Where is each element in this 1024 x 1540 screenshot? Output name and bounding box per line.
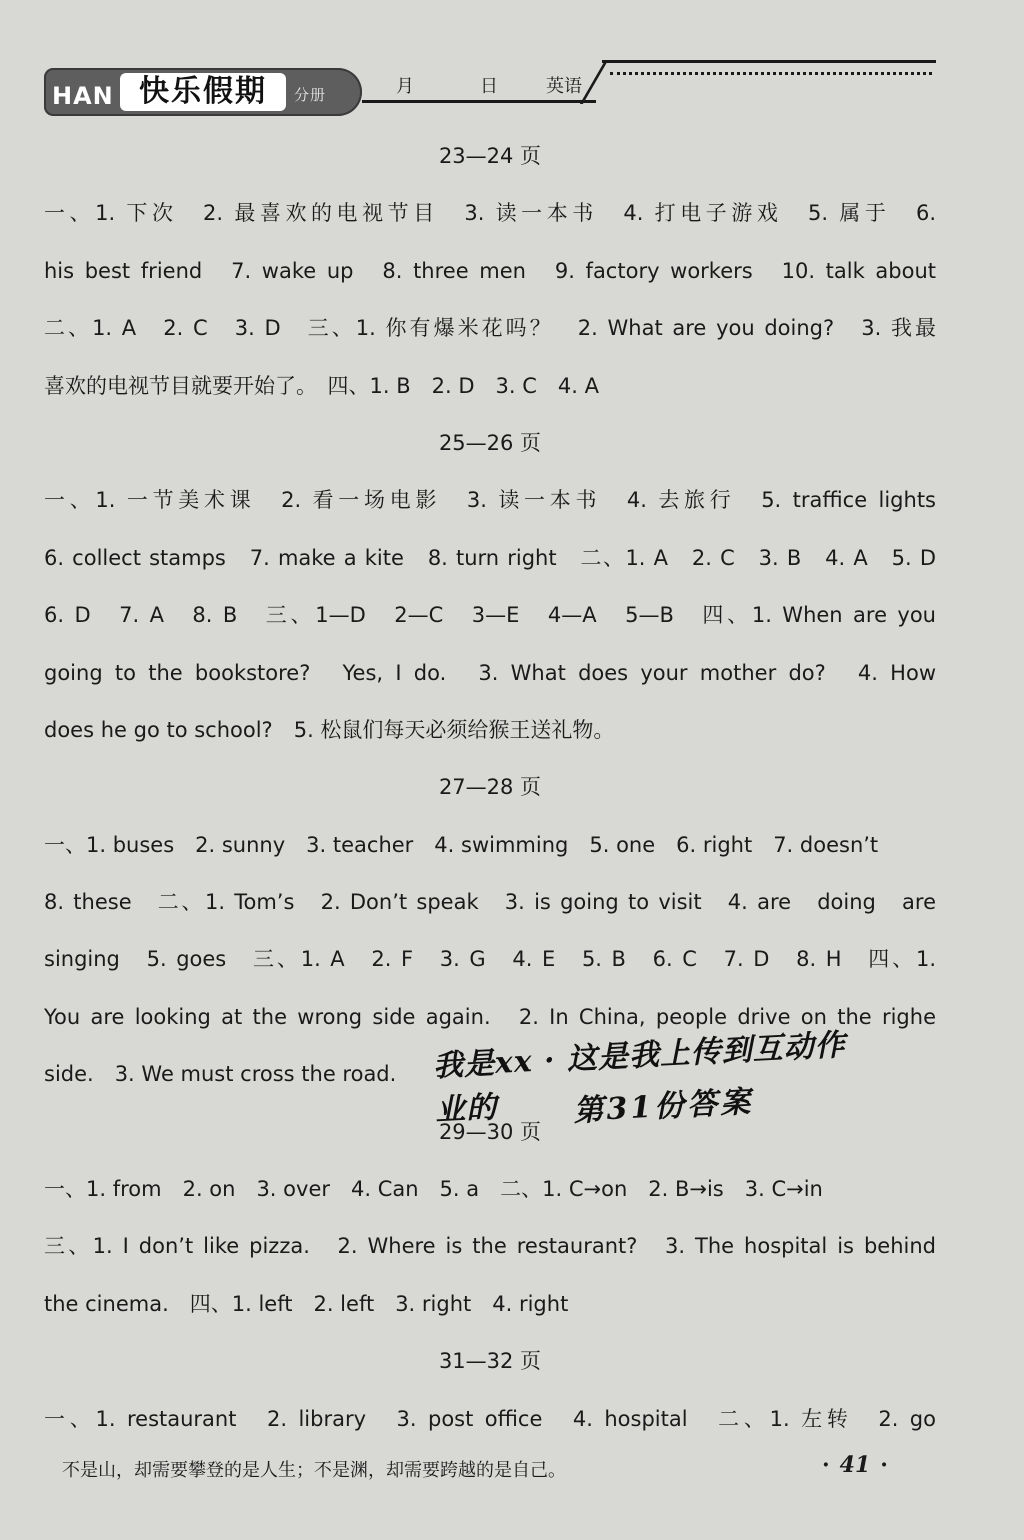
answer-line: You are looking at the wrong side again. 2. In China, people drive on the righe (44, 1004, 936, 1029)
header-top-line (602, 60, 936, 63)
page-number (812, 1452, 898, 1478)
page-number-dot: · (822, 1452, 830, 1478)
answer-line: 三、1. I don’t like pizza. 2. Where is the restaurant? 3. The hospital is behind (44, 1234, 936, 1259)
page-number-value: 41 (839, 1452, 871, 1478)
handwritten-note-line-2: 第31份答案 (572, 1084, 754, 1129)
header-day-label: 日 (480, 76, 498, 97)
logo-subtitle: 分册 (294, 86, 327, 104)
answer-line: 一、1. from 2. on 3. over 4. Can 5. a 二、1. C→on 2. B→is 3. C→in (44, 1177, 823, 1202)
brand-logo (44, 68, 362, 116)
answer-line: does he go to school? 5. 松鼠们每天必须给猴王送礼物。 (44, 717, 615, 742)
answer-line: 二、1. A 2. C 3. D 三、1. 你有爆米花吗？ 2. What are you doing? 3. 我最 (44, 316, 936, 341)
answer-line: 一、1. 一节美术课 2. 看一场电影 3. 读一本书 4. 去旅行 5. traffice lights (44, 488, 936, 513)
header-rule (362, 100, 596, 103)
section-heading: 31—32 页 (438, 1349, 542, 1374)
handwritten-note-line-1: 我是xx · 这是我上传到互动作业的 (432, 1027, 847, 1129)
answer-content (44, 128, 936, 1448)
section-heading: 29—30 页 (438, 1119, 542, 1144)
section-heading: 27—28 页 (438, 775, 542, 800)
answer-line: 一、1. 下次 2. 最喜欢的电视节目 3. 读一本书 4. 打电子游戏 5. 属于 6. (44, 201, 936, 226)
answer-line: the cinema. 四、1. left 2. left 3. right 4. right (44, 1291, 569, 1316)
answer-line: 6. collect stamps 7. make a kite 8. turn right 二、1. A 2. C 3. B 4. A 5. D (44, 545, 936, 570)
logo-brand-text: HAN (52, 82, 114, 110)
header-month-label: 月 (396, 76, 414, 97)
header-divider (580, 62, 607, 104)
header-subject-label: 英语 (546, 76, 582, 97)
answer-line: 8. these 二、1. Tom’s 2. Don’t speak 3. is going to visit 4. are doing are (44, 890, 936, 915)
answer-line: his best friend 7. wake up 8. three men 9. factory workers 10. talk about (44, 258, 936, 283)
header-dotted-line (610, 72, 932, 75)
answer-line: 6. D 7. A 8. B 三、1—D 2—C 3—E 4—A 5—B 四、1. When are you (44, 603, 936, 628)
section-heading: 25—26 页 (438, 430, 542, 455)
footer-quote: 不是山，却需要攀登的是人生；不是渊，却需要跨越的是自己。 (62, 1460, 566, 1481)
answer-line: 一、1. restaurant 2. library 3. post office 4. hospital 二、1. 左转 2. go (44, 1406, 936, 1431)
answer-line: 喜欢的电视节目就要开始了。 四、1. B 2. D 3. C 4. A (44, 373, 599, 398)
logo-title: 快乐假期 (120, 73, 286, 111)
answer-line: 一、1. buses 2. sunny 3. teacher 4. swimming 5. one 6. right 7. doesn’t (44, 832, 879, 857)
page-number-dot: · (880, 1452, 888, 1478)
page-header (44, 60, 944, 118)
answer-line: side. 3. We must cross the road. (44, 1062, 397, 1087)
answer-line: going to the bookstore? Yes, I do. 3. What does your mother do? 4. How (44, 660, 936, 685)
section-heading: 23—24 页 (438, 144, 542, 168)
answer-line: singing 5. goes 三、1. A 2. F 3. G 4. E 5. B 6. C 7. D 8. H 四、1. (44, 947, 936, 972)
